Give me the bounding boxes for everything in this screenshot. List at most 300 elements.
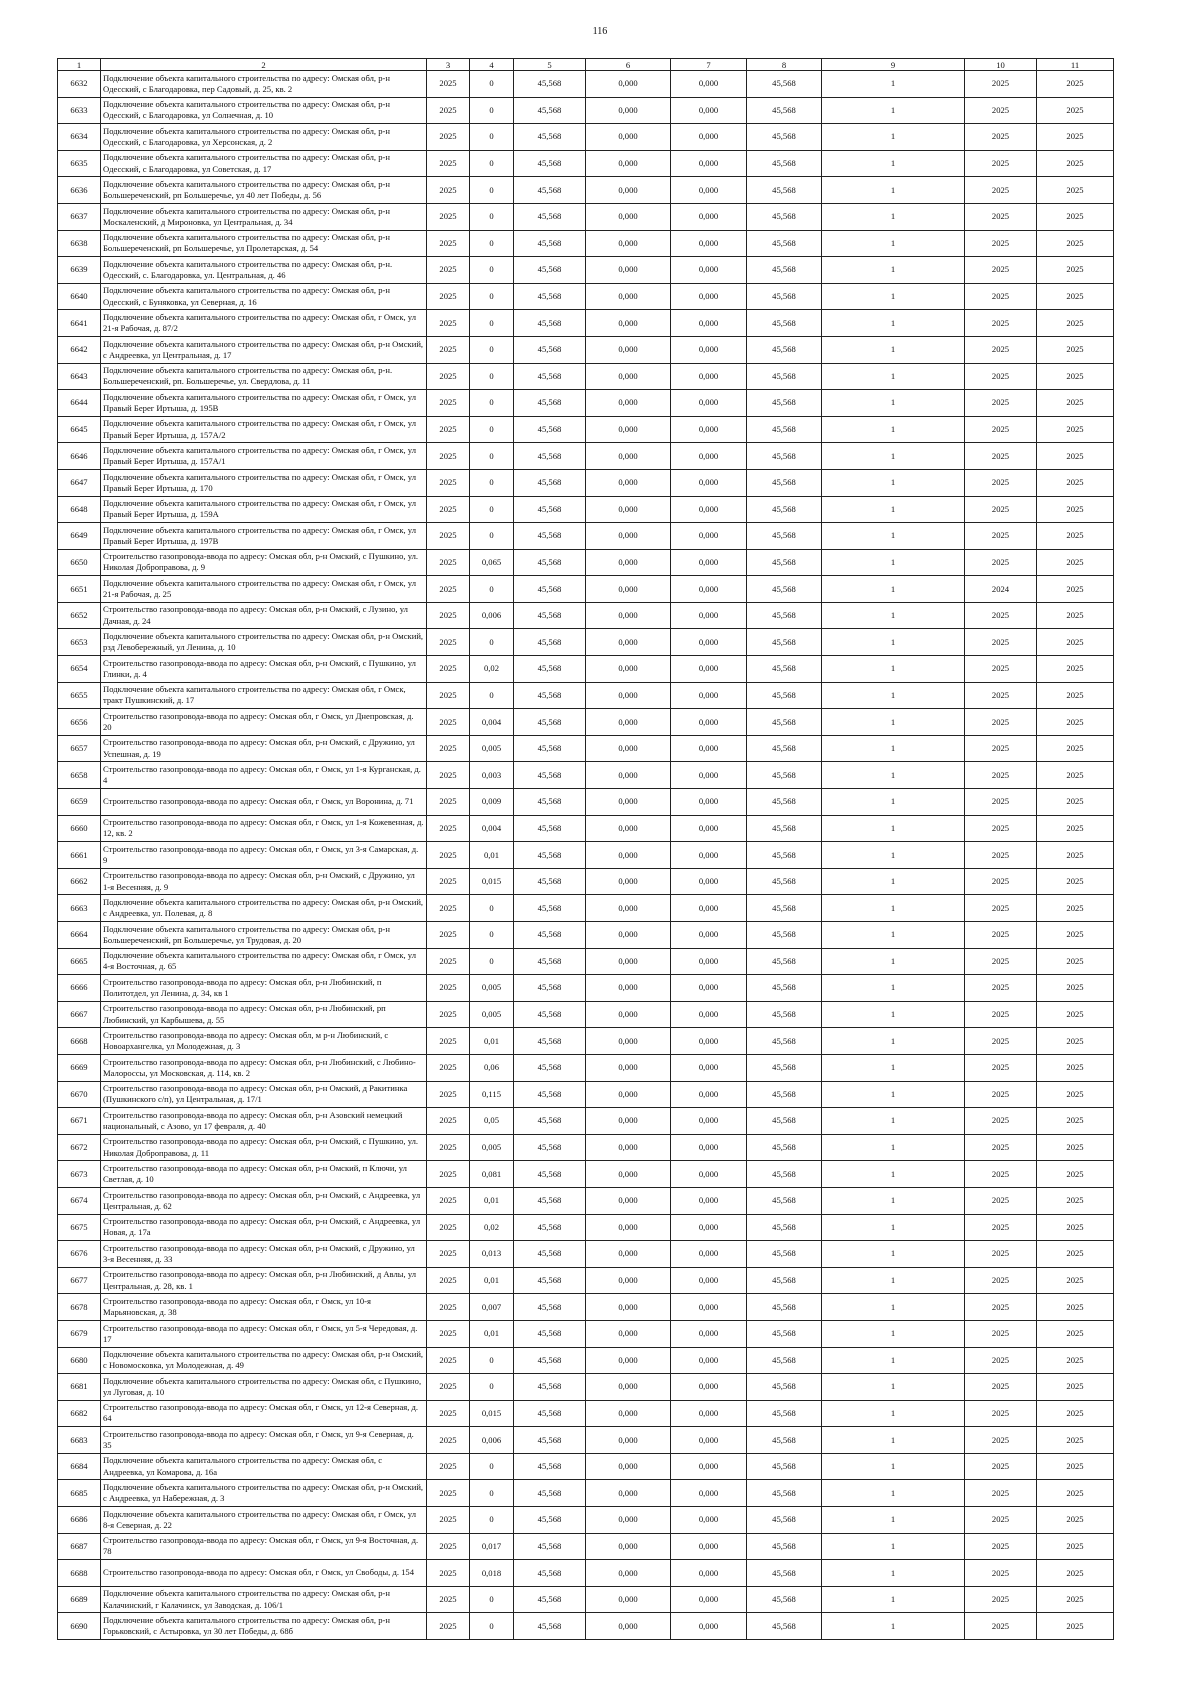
table-row xyxy=(58,1001,1114,1028)
cell-year-end: 2025 xyxy=(1037,1214,1114,1241)
cell-cost-part-b: 0,000 xyxy=(671,1480,747,1507)
cell-cost-total: 45,568 xyxy=(514,496,586,523)
cell-cost-total: 45,568 xyxy=(514,922,586,949)
cell-cost-part-b: 0,000 xyxy=(671,1400,747,1427)
cell-description: Подключение объекта капитального строительства по адресу: Омская обл, г Омск, ул 21-я Рабочая, д. 25 xyxy=(101,576,427,603)
cell-row-number: 6660 xyxy=(58,815,101,842)
cell-length-km: 0 xyxy=(470,922,514,949)
cell-cost-total: 45,568 xyxy=(514,1453,586,1480)
table-body xyxy=(58,71,1114,1640)
cell-year-begin: 2025 xyxy=(965,1560,1037,1587)
table-row xyxy=(58,1400,1114,1427)
cell-description: Подключение объекта капитального строительства по адресу: Омская обл, г Омск, ул Правый Берег Иртыша, д. 170 xyxy=(101,469,427,496)
cell-cost-part-b: 0,000 xyxy=(671,1187,747,1214)
cell-year-start: 2025 xyxy=(427,177,470,204)
cell-cost-final: 45,568 xyxy=(747,283,822,310)
table-row xyxy=(58,416,1114,443)
cell-cost-final: 45,568 xyxy=(747,71,822,98)
cell-year-start: 2025 xyxy=(427,1081,470,1108)
cell-description: Подключение объекта капитального строительства по адресу: Омская обл, г Омск, ул 21-я Рабочая, д. 87/2 xyxy=(101,310,427,337)
cell-description: Подключение объекта капитального строительства по адресу: Омская обл, г Омск, ул 4-я Восточная, д. 65 xyxy=(101,948,427,975)
cell-row-number: 6636 xyxy=(58,177,101,204)
cell-cost-part-b: 0,000 xyxy=(671,1453,747,1480)
cell-year-start: 2025 xyxy=(427,230,470,257)
table-row xyxy=(58,390,1114,417)
cell-cost-part-b: 0,000 xyxy=(671,1028,747,1055)
cell-year-start: 2025 xyxy=(427,815,470,842)
column-header: 10 xyxy=(965,59,1037,71)
cell-length-km: 0,007 xyxy=(470,1294,514,1321)
cell-cost-final: 45,568 xyxy=(747,842,822,869)
cell-cost-part-b: 0,000 xyxy=(671,150,747,177)
cell-description: Подключение объекта капитального строительства по адресу: Омская обл, р-н Одесский, с Благодаровка, ул Советская, д. 17 xyxy=(101,150,427,177)
cell-year-end: 2025 xyxy=(1037,682,1114,709)
cell-cost-part-a: 0,000 xyxy=(586,1613,671,1640)
cell-cost-part-b: 0,000 xyxy=(671,762,747,789)
cell-year-end: 2025 xyxy=(1037,283,1114,310)
cell-description: Подключение объекта капитального строительства по адресу: Омская обл, р-н Калачинский, г Калачинск, ул Заводская, д. 106/1 xyxy=(101,1586,427,1613)
cell-description: Строительство газопровода-ввода по адресу: Омская обл, р-н Омский, п Ключи, ул Светлая, д. 10 xyxy=(101,1161,427,1188)
cell-length-km: 0 xyxy=(470,1586,514,1613)
cell-cost-total: 45,568 xyxy=(514,975,586,1002)
cell-cost-part-a: 0,000 xyxy=(586,762,671,789)
cell-year-start: 2025 xyxy=(427,1427,470,1454)
cell-cost-part-a: 0,000 xyxy=(586,1108,671,1135)
cell-cost-total: 45,568 xyxy=(514,895,586,922)
cell-year-end: 2025 xyxy=(1037,203,1114,230)
cell-row-number: 6647 xyxy=(58,469,101,496)
cell-year-end: 2025 xyxy=(1037,948,1114,975)
cell-cost-total: 45,568 xyxy=(514,1533,586,1560)
cell-quantity: 1 xyxy=(822,443,965,470)
cell-row-number: 6677 xyxy=(58,1267,101,1294)
cell-description: Строительство газопровода-ввода по адресу: Омская обл, р-н Омский, с Пушкино, ул Глинки, д. 4 xyxy=(101,656,427,683)
cell-row-number: 6666 xyxy=(58,975,101,1002)
cell-year-begin: 2025 xyxy=(965,1427,1037,1454)
cell-length-km: 0 xyxy=(470,336,514,363)
cell-quantity: 1 xyxy=(822,975,965,1002)
cell-cost-part-b: 0,000 xyxy=(671,842,747,869)
cell-year-start: 2025 xyxy=(427,735,470,762)
cell-year-start: 2025 xyxy=(427,1374,470,1401)
cell-row-number: 6633 xyxy=(58,97,101,124)
cell-cost-part-b: 0,000 xyxy=(671,1533,747,1560)
cell-cost-final: 45,568 xyxy=(747,1347,822,1374)
cell-year-begin: 2025 xyxy=(965,1161,1037,1188)
cell-cost-part-a: 0,000 xyxy=(586,922,671,949)
cell-year-end: 2025 xyxy=(1037,1267,1114,1294)
cell-row-number: 6652 xyxy=(58,602,101,629)
cell-year-begin: 2025 xyxy=(965,1267,1037,1294)
table-row xyxy=(58,1294,1114,1321)
page-number: 116 xyxy=(592,26,608,37)
cell-quantity: 1 xyxy=(822,948,965,975)
cell-cost-part-a: 0,000 xyxy=(586,230,671,257)
cell-year-end: 2025 xyxy=(1037,443,1114,470)
cell-cost-part-a: 0,000 xyxy=(586,1586,671,1613)
table-row xyxy=(58,735,1114,762)
cell-cost-part-a: 0,000 xyxy=(586,1427,671,1454)
cell-cost-part-a: 0,000 xyxy=(586,1400,671,1427)
cell-row-number: 6667 xyxy=(58,1001,101,1028)
cell-year-end: 2025 xyxy=(1037,1081,1114,1108)
cell-cost-part-b: 0,000 xyxy=(671,1214,747,1241)
cell-cost-part-b: 0,000 xyxy=(671,975,747,1002)
cell-description: Строительство газопровода-ввода по адресу: Омская обл, р-н Омский, с Андреевка, ул Центральная, д. 62 xyxy=(101,1187,427,1214)
cell-row-number: 6673 xyxy=(58,1161,101,1188)
cell-year-start: 2025 xyxy=(427,1161,470,1188)
cell-cost-total: 45,568 xyxy=(514,1400,586,1427)
cell-quantity: 1 xyxy=(822,656,965,683)
cell-year-begin: 2025 xyxy=(965,1480,1037,1507)
cell-year-start: 2025 xyxy=(427,363,470,390)
cell-length-km: 0,006 xyxy=(470,602,514,629)
cell-cost-total: 45,568 xyxy=(514,1480,586,1507)
cell-quantity: 1 xyxy=(822,1453,965,1480)
cell-description: Подключение объекта капитального строительства по адресу: Омская обл, р-н Большереченский, рп Большеречье, ул Трудовая, д. 20 xyxy=(101,922,427,949)
cell-cost-part-b: 0,000 xyxy=(671,97,747,124)
cell-year-begin: 2025 xyxy=(965,868,1037,895)
cell-length-km: 0 xyxy=(470,230,514,257)
cell-year-start: 2025 xyxy=(427,948,470,975)
cell-cost-part-a: 0,000 xyxy=(586,1560,671,1587)
cell-quantity: 1 xyxy=(822,1241,965,1268)
cell-cost-part-a: 0,000 xyxy=(586,1294,671,1321)
cell-year-end: 2025 xyxy=(1037,1507,1114,1534)
cell-year-end: 2025 xyxy=(1037,815,1114,842)
table-row xyxy=(58,842,1114,869)
cell-cost-final: 45,568 xyxy=(747,177,822,204)
cell-year-start: 2025 xyxy=(427,1134,470,1161)
cell-cost-part-a: 0,000 xyxy=(586,1533,671,1560)
cell-cost-final: 45,568 xyxy=(747,629,822,656)
table-row xyxy=(58,1374,1114,1401)
cell-row-number: 6657 xyxy=(58,735,101,762)
cell-year-start: 2025 xyxy=(427,1613,470,1640)
cell-year-start: 2025 xyxy=(427,1586,470,1613)
cell-cost-final: 45,568 xyxy=(747,1400,822,1427)
cell-cost-part-b: 0,000 xyxy=(671,230,747,257)
cell-cost-total: 45,568 xyxy=(514,1134,586,1161)
cell-description: Подключение объекта капитального строительства по адресу: Омская обл, р-н. Одесский, с. Благодаровка, ул. Центральная, д. 46 xyxy=(101,257,427,284)
cell-cost-part-b: 0,000 xyxy=(671,1267,747,1294)
cell-year-start: 2025 xyxy=(427,97,470,124)
cell-year-begin: 2025 xyxy=(965,230,1037,257)
cell-cost-part-a: 0,000 xyxy=(586,1081,671,1108)
cell-cost-total: 45,568 xyxy=(514,1001,586,1028)
cell-description: Строительство газопровода-ввода по адресу: Омская обл, р-н Любинский, с Любино-Малороссы, ул Московская, д. 114, кв. 2 xyxy=(101,1054,427,1081)
cell-year-begin: 2025 xyxy=(965,390,1037,417)
cell-cost-part-b: 0,000 xyxy=(671,922,747,949)
cell-cost-final: 45,568 xyxy=(747,230,822,257)
column-header: 11 xyxy=(1037,59,1114,71)
cell-row-number: 6639 xyxy=(58,257,101,284)
cell-length-km: 0,003 xyxy=(470,762,514,789)
cell-cost-part-b: 0,000 xyxy=(671,1374,747,1401)
table-row xyxy=(58,257,1114,284)
table-row xyxy=(58,1480,1114,1507)
cell-cost-part-a: 0,000 xyxy=(586,1480,671,1507)
cell-cost-part-a: 0,000 xyxy=(586,709,671,736)
cell-year-end: 2025 xyxy=(1037,895,1114,922)
cell-length-km: 0 xyxy=(470,496,514,523)
cell-year-begin: 2025 xyxy=(965,1214,1037,1241)
table-row xyxy=(58,1560,1114,1587)
cell-year-end: 2025 xyxy=(1037,1613,1114,1640)
cell-quantity: 1 xyxy=(822,682,965,709)
cell-cost-part-b: 0,000 xyxy=(671,1613,747,1640)
cell-length-km: 0,005 xyxy=(470,975,514,1002)
cell-year-end: 2025 xyxy=(1037,549,1114,576)
cell-quantity: 1 xyxy=(822,230,965,257)
cell-description: Подключение объекта капитального строительства по адресу: Омская обл, р-н Горьковский, с Астыровка, ул 30 лет Победы, д. 68б xyxy=(101,1613,427,1640)
cell-year-begin: 2025 xyxy=(965,629,1037,656)
cell-length-km: 0,005 xyxy=(470,1134,514,1161)
cell-description: Подключение объекта капитального строительства по адресу: Омская обл, р-н Одесский, с Благодаровка, пер Садовый, д. 25, кв. 2 xyxy=(101,71,427,98)
cell-quantity: 1 xyxy=(822,1294,965,1321)
cell-year-end: 2025 xyxy=(1037,975,1114,1002)
cell-cost-total: 45,568 xyxy=(514,1241,586,1268)
table-row xyxy=(58,1214,1114,1241)
cell-year-begin: 2025 xyxy=(965,975,1037,1002)
cell-row-number: 6664 xyxy=(58,922,101,949)
cell-cost-final: 45,568 xyxy=(747,1427,822,1454)
cell-cost-part-a: 0,000 xyxy=(586,656,671,683)
cell-quantity: 1 xyxy=(822,496,965,523)
cell-cost-total: 45,568 xyxy=(514,815,586,842)
cell-cost-part-b: 0,000 xyxy=(671,1161,747,1188)
cell-cost-total: 45,568 xyxy=(514,310,586,337)
cell-quantity: 1 xyxy=(822,1054,965,1081)
cell-description: Строительство газопровода-ввода по адресу: Омская обл, р-н Азовский немецкий национальный, с Азово, ул 17 февраля, д. 40 xyxy=(101,1108,427,1135)
cell-year-begin: 2025 xyxy=(965,1054,1037,1081)
cell-quantity: 1 xyxy=(822,1214,965,1241)
cell-cost-part-b: 0,000 xyxy=(671,496,747,523)
cell-cost-part-b: 0,000 xyxy=(671,310,747,337)
table-row xyxy=(58,1108,1114,1135)
cell-row-number: 6649 xyxy=(58,523,101,550)
cell-cost-part-b: 0,000 xyxy=(671,1320,747,1347)
cell-row-number: 6674 xyxy=(58,1187,101,1214)
cell-cost-part-a: 0,000 xyxy=(586,177,671,204)
cell-cost-total: 45,568 xyxy=(514,416,586,443)
cell-quantity: 1 xyxy=(822,1560,965,1587)
table-row xyxy=(58,1134,1114,1161)
cell-cost-final: 45,568 xyxy=(747,975,822,1002)
cell-cost-final: 45,568 xyxy=(747,1507,822,1534)
cell-year-begin: 2025 xyxy=(965,815,1037,842)
cell-quantity: 1 xyxy=(822,336,965,363)
cell-year-begin: 2025 xyxy=(965,1001,1037,1028)
cell-length-km: 0 xyxy=(470,363,514,390)
cell-description: Подключение объекта капитального строительства по адресу: Омская обл, г Омск, ул Правый Берег Иртыша, д. 197В xyxy=(101,523,427,550)
cell-cost-part-b: 0,000 xyxy=(671,868,747,895)
cell-cost-final: 45,568 xyxy=(747,576,822,603)
cell-cost-total: 45,568 xyxy=(514,868,586,895)
cell-length-km: 0,013 xyxy=(470,1241,514,1268)
table-row xyxy=(58,124,1114,151)
column-number-row xyxy=(58,59,1114,71)
cell-description: Строительство газопровода-ввода по адресу: Омская обл, г Омск, ул 3-я Самарская, д. 9 xyxy=(101,842,427,869)
cell-year-end: 2025 xyxy=(1037,496,1114,523)
cell-year-end: 2025 xyxy=(1037,1001,1114,1028)
cell-quantity: 1 xyxy=(822,1108,965,1135)
cell-length-km: 0,065 xyxy=(470,549,514,576)
cell-description: Строительство газопровода-ввода по адресу: Омская обл, г Омск, ул 9-я Восточная, д. 78 xyxy=(101,1533,427,1560)
cell-cost-part-b: 0,000 xyxy=(671,283,747,310)
cell-cost-total: 45,568 xyxy=(514,363,586,390)
cell-cost-total: 45,568 xyxy=(514,1347,586,1374)
cell-length-km: 0 xyxy=(470,310,514,337)
cell-year-end: 2025 xyxy=(1037,602,1114,629)
column-header: 6 xyxy=(586,59,671,71)
table-row xyxy=(58,922,1114,949)
cell-cost-total: 45,568 xyxy=(514,1374,586,1401)
cell-cost-part-b: 0,000 xyxy=(671,709,747,736)
table-row xyxy=(58,1507,1114,1534)
cell-year-end: 2025 xyxy=(1037,735,1114,762)
cell-row-number: 6672 xyxy=(58,1134,101,1161)
cell-year-begin: 2025 xyxy=(965,789,1037,816)
cell-year-end: 2025 xyxy=(1037,1241,1114,1268)
cell-year-begin: 2025 xyxy=(965,602,1037,629)
cell-length-km: 0 xyxy=(470,1480,514,1507)
cell-cost-final: 45,568 xyxy=(747,336,822,363)
column-header: 7 xyxy=(671,59,747,71)
table-row xyxy=(58,1054,1114,1081)
cell-year-end: 2025 xyxy=(1037,1533,1114,1560)
cell-cost-part-b: 0,000 xyxy=(671,257,747,284)
cell-cost-part-a: 0,000 xyxy=(586,443,671,470)
column-header: 3 xyxy=(427,59,470,71)
cell-description: Подключение объекта капитального строительства по адресу: Омская обл, р-н Москаленский, д Мироновка, ул Центральная, д. 34 xyxy=(101,203,427,230)
cell-cost-total: 45,568 xyxy=(514,203,586,230)
cell-cost-part-a: 0,000 xyxy=(586,310,671,337)
table-row xyxy=(58,1241,1114,1268)
cell-description: Подключение объекта капитального строительства по адресу: Омская обл, р-н Большереченский, рп Большеречье, ул Пролетарская, д. 54 xyxy=(101,230,427,257)
cell-cost-part-a: 0,000 xyxy=(586,390,671,417)
cell-row-number: 6637 xyxy=(58,203,101,230)
cell-length-km: 0 xyxy=(470,443,514,470)
cell-description: Подключение объекта капитального строительства по адресу: Омская обл, с Пушкино, ул Луговая, д. 10 xyxy=(101,1374,427,1401)
cell-length-km: 0 xyxy=(470,469,514,496)
table-row xyxy=(58,549,1114,576)
cell-row-number: 6690 xyxy=(58,1613,101,1640)
cell-year-begin: 2025 xyxy=(965,922,1037,949)
cell-year-begin: 2025 xyxy=(965,1374,1037,1401)
cell-quantity: 1 xyxy=(822,576,965,603)
cell-row-number: 6680 xyxy=(58,1347,101,1374)
cell-length-km: 0 xyxy=(470,1453,514,1480)
cell-length-km: 0,05 xyxy=(470,1108,514,1135)
table-row xyxy=(58,789,1114,816)
cell-cost-final: 45,568 xyxy=(747,735,822,762)
cell-year-start: 2025 xyxy=(427,549,470,576)
cell-cost-part-a: 0,000 xyxy=(586,124,671,151)
cell-description: Подключение объекта капитального строительства по адресу: Омская обл, г Омск, ул Правый Берег Иртыша, д. 157А/1 xyxy=(101,443,427,470)
cell-length-km: 0,009 xyxy=(470,789,514,816)
cell-description: Строительство газопровода-ввода по адресу: Омская обл, г Омск, ул Свободы, д. 154 xyxy=(101,1560,427,1587)
cell-year-start: 2025 xyxy=(427,203,470,230)
cell-year-begin: 2025 xyxy=(965,363,1037,390)
cell-quantity: 1 xyxy=(822,150,965,177)
cell-cost-final: 45,568 xyxy=(747,602,822,629)
cell-description: Подключение объекта капитального строительства по адресу: Омская обл, р-н Одесский, с Благодаровка, ул Херсонская, д. 2 xyxy=(101,124,427,151)
cell-length-km: 0 xyxy=(470,203,514,230)
cell-description: Строительство газопровода-ввода по адресу: Омская обл, р-н Омский, с Пушкино, ул. Николая Доброправова, д. 9 xyxy=(101,549,427,576)
cell-row-number: 6662 xyxy=(58,868,101,895)
cell-cost-total: 45,568 xyxy=(514,549,586,576)
cell-row-number: 6644 xyxy=(58,390,101,417)
cell-year-start: 2025 xyxy=(427,576,470,603)
cell-cost-final: 45,568 xyxy=(747,1001,822,1028)
cell-year-start: 2025 xyxy=(427,1241,470,1268)
cell-year-begin: 2025 xyxy=(965,709,1037,736)
cell-length-km: 0 xyxy=(470,682,514,709)
cell-year-end: 2025 xyxy=(1037,71,1114,98)
cell-cost-final: 45,568 xyxy=(747,656,822,683)
cell-cost-part-a: 0,000 xyxy=(586,1267,671,1294)
cell-cost-total: 45,568 xyxy=(514,124,586,151)
cell-year-begin: 2025 xyxy=(965,1613,1037,1640)
cell-cost-part-b: 0,000 xyxy=(671,363,747,390)
cell-cost-total: 45,568 xyxy=(514,71,586,98)
cell-year-begin: 2025 xyxy=(965,1028,1037,1055)
cell-cost-part-a: 0,000 xyxy=(586,895,671,922)
cell-cost-total: 45,568 xyxy=(514,1267,586,1294)
cell-cost-total: 45,568 xyxy=(514,257,586,284)
cell-row-number: 6654 xyxy=(58,656,101,683)
cell-description: Строительство газопровода-ввода по адресу: Омская обл, р-н Омский, д Ракитинка (Пушкинского с/п), ул Центральная, д. 17/1 xyxy=(101,1081,427,1108)
cell-cost-part-a: 0,000 xyxy=(586,629,671,656)
table-row xyxy=(58,948,1114,975)
table-row xyxy=(58,1427,1114,1454)
cell-cost-final: 45,568 xyxy=(747,1241,822,1268)
cell-year-begin: 2025 xyxy=(965,257,1037,284)
cell-cost-total: 45,568 xyxy=(514,1507,586,1534)
cell-description: Строительство газопровода-ввода по адресу: Омская обл, г Омск, ул Днепровская, д. 20 xyxy=(101,709,427,736)
cell-cost-total: 45,568 xyxy=(514,443,586,470)
cell-year-end: 2025 xyxy=(1037,1054,1114,1081)
cell-row-number: 6648 xyxy=(58,496,101,523)
cell-cost-total: 45,568 xyxy=(514,1294,586,1321)
cell-cost-total: 45,568 xyxy=(514,1586,586,1613)
cell-length-km: 0,005 xyxy=(470,735,514,762)
cell-year-begin: 2025 xyxy=(965,656,1037,683)
cell-row-number: 6638 xyxy=(58,230,101,257)
cell-cost-final: 45,568 xyxy=(747,1161,822,1188)
cell-cost-part-a: 0,000 xyxy=(586,975,671,1002)
cell-year-start: 2025 xyxy=(427,150,470,177)
cell-year-begin: 2025 xyxy=(965,469,1037,496)
cell-row-number: 6687 xyxy=(58,1533,101,1560)
table-row xyxy=(58,629,1114,656)
table-row xyxy=(58,1533,1114,1560)
cell-row-number: 6685 xyxy=(58,1480,101,1507)
cell-quantity: 1 xyxy=(822,1001,965,1028)
cell-quantity: 1 xyxy=(822,789,965,816)
cell-length-km: 0,015 xyxy=(470,1400,514,1427)
cell-row-number: 6653 xyxy=(58,629,101,656)
cell-cost-part-a: 0,000 xyxy=(586,1214,671,1241)
cell-cost-final: 45,568 xyxy=(747,1586,822,1613)
cell-cost-part-a: 0,000 xyxy=(586,789,671,816)
cell-length-km: 0,02 xyxy=(470,656,514,683)
cell-year-begin: 2024 xyxy=(965,576,1037,603)
cell-year-begin: 2025 xyxy=(965,895,1037,922)
cell-cost-final: 45,568 xyxy=(747,124,822,151)
cell-cost-part-a: 0,000 xyxy=(586,868,671,895)
